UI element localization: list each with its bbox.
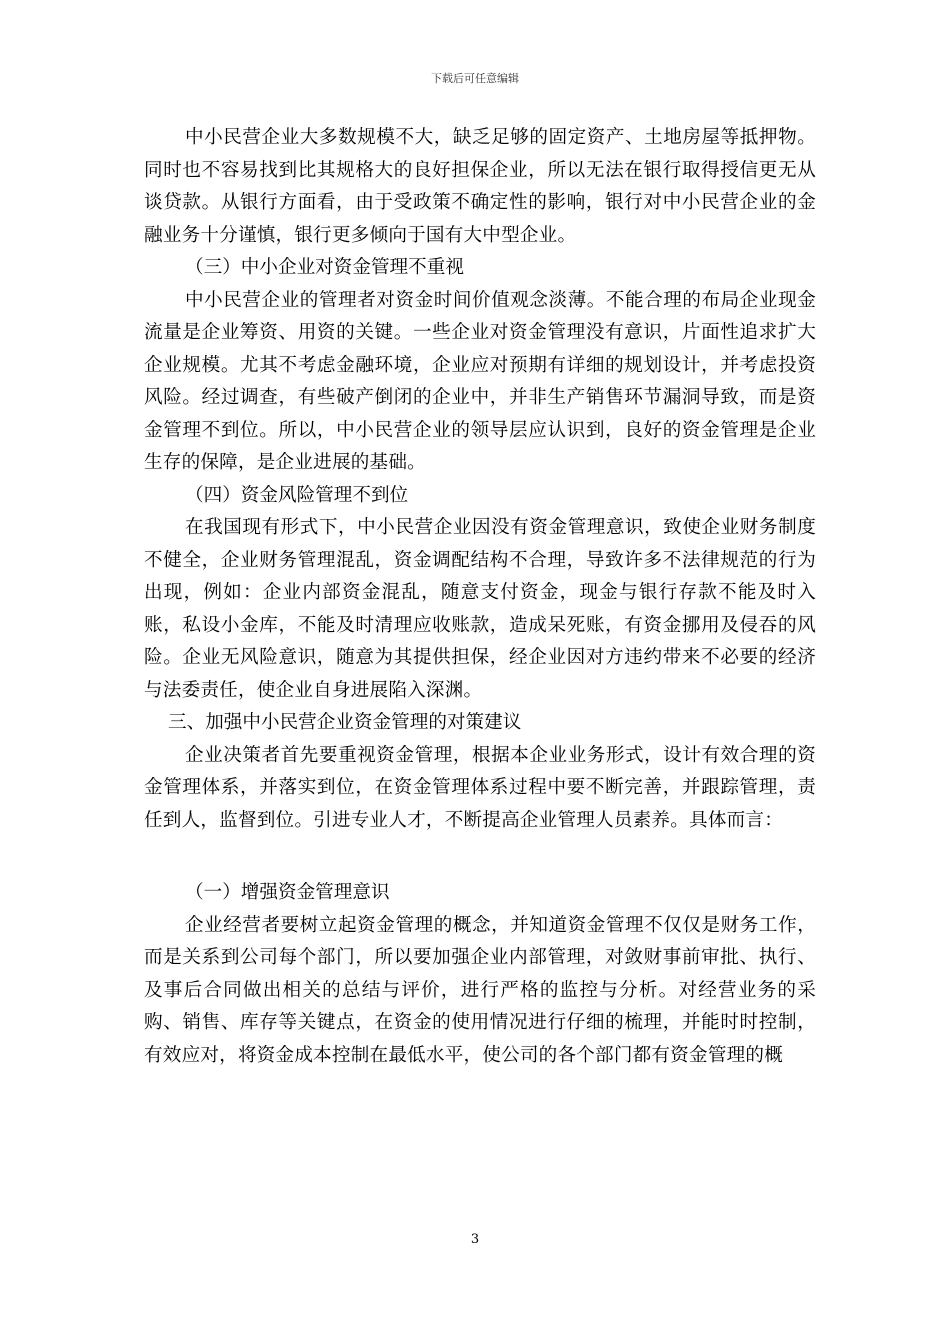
heading-section-4: （四）资金风险管理不到位 bbox=[185, 484, 409, 506]
page-header: 下载后可任意编辑 bbox=[431, 72, 519, 85]
heading-countermeasures: 三、加强中小民营企业资金管理的对策建议 bbox=[168, 712, 522, 733]
heading-subsection-1: （一）增强资金管理意识 bbox=[185, 882, 390, 903]
blank-line bbox=[144, 837, 816, 877]
document-body bbox=[144, 122, 816, 1072]
paragraph-risk-management: 在我国现有形式下，中小民营企业因没有资金管理意识，致使企业财务制度不健全，企业财务管理混乱，资金调配结构不合理，导致许多不法律规范的行为出现，例如：企业内部资金混乱，随意支付资金，现金与银行存款不能及时入账，私设小金库，不能及时清理应收账款，造成呆死账，有资金挪用及侵吞的风险。企业无风险意识，随意为其提供担保，经企业因对方违约带来不必要的经济与法委责任，使企业自身进展陷入深渊。 bbox=[144, 517, 816, 701]
paragraph-fund-awareness: 中小民营企业的管理者对资金时间价值观念淡薄。不能合理的布局企业现金流量是企业筹资、用资的关键。一些企业对资金管理没有意识，片面性追求扩大企业规模。尤其不考虑金融环境，企业应对预期有详细的规划设计，并考虑投资风险。经过调查，有些破产倒闭的企业中，并非生产销售环节漏洞导致，而是资金管理不到位。所以，中小民营企业的领导层应认识到，良好的资金管理是企业生存的保障，是企业进展的基础。 bbox=[144, 289, 816, 473]
paragraph-countermeasures-intro: 企业决策者首先要重视资金管理，根据本企业业务形式，设计有效合理的资金管理体系，并落实到位，在资金管理体系过程中要不断完善，并跟踪管理，责任到人，监督到位。引进专业人才，不断提高企业管理人员素养。具体而言： bbox=[144, 744, 816, 831]
heading-section-3: （三）中小企业对资金管理不重视 bbox=[185, 257, 464, 278]
page-number: 3 bbox=[470, 1232, 480, 1247]
paragraph-collateral: 中小民营企业大多数规模不大，缺乏足够的固定资产、土地房屋等抵押物。同时也不容易找到比其规格大的良好担保企业，所以无法在银行取得授信更无从谈贷款。从银行方面看，由于受政策不确定性的影响，银行对中小民营企业的金融业务十分谨慎，银行更多倾向于国有大中型企业。 bbox=[144, 127, 816, 246]
paragraph-management-awareness: 企业经营者要树立起资金管理的概念，并知道资金管理不仅仅是财务工作，而是关系到公司每个部门，所以要加强企业内部管理，对敛财事前审批、执行、及事后合同做出相关的总结与评价，进行严格的监控与分析。对经营业务的采购、销售、库存等关键点，在资金的使用情况进行仔细的梳理，并能时时控制，有效应对，将资金成本控制在最低水平，使公司的各个部门都有资金管理的概 bbox=[144, 914, 816, 1066]
